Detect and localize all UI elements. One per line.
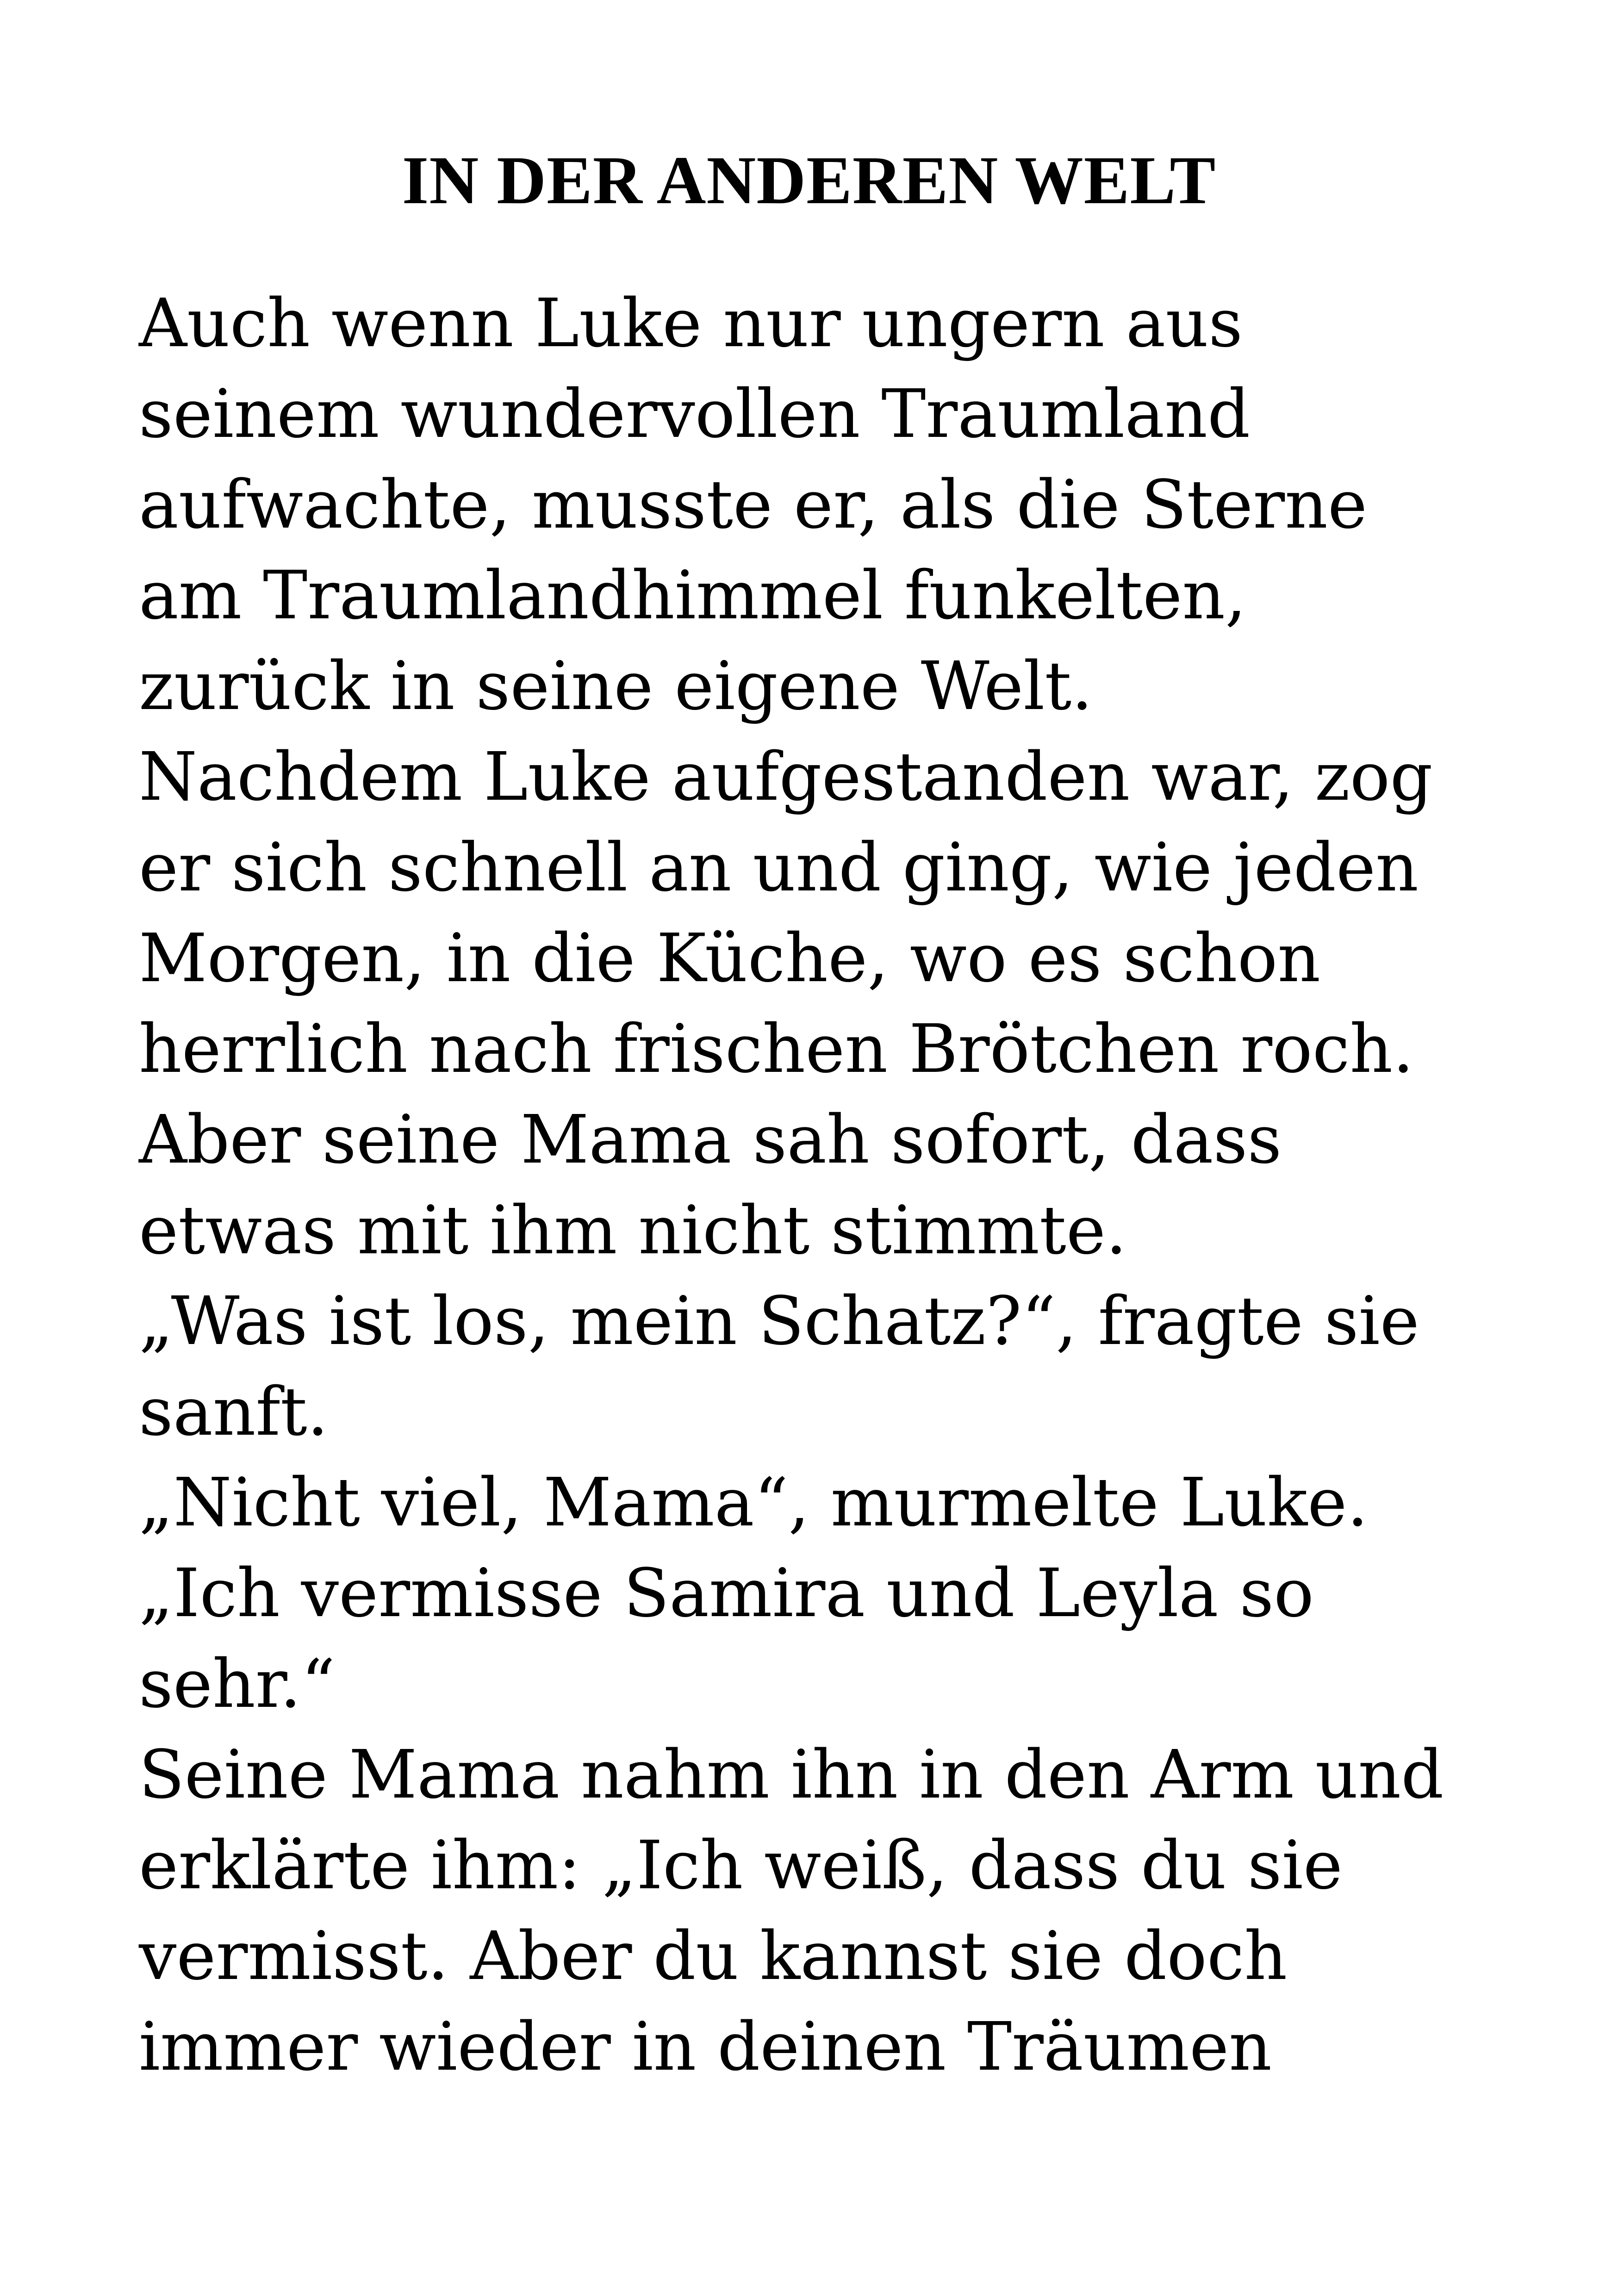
text-line: seinem wundervollen Traumland [139,375,1251,453]
text-line: aufwachte, musste er, als die Sterne [139,466,1368,543]
text-line: Seine Mama nahm ihn in den Arm und [139,1736,1444,1813]
text-line: „Ich vermisse Samira und Leyla so [139,1554,1314,1632]
text-line: herrlich nach frischen Brötchen roch. [139,1010,1414,1088]
story-text [139,278,1574,2092]
text-line: „Nicht viel, Mama“, murmelte Luke. [139,1463,1369,1541]
text-line: vermisst. Aber du kannst sie doch [139,1917,1288,1995]
text-line: er sich schnell an und ging, wie jeden [139,828,1419,906]
text-line: am Traumlandhimmel funkelten, [139,556,1246,634]
text-line: Auch wenn Luke nur ungern aus [139,284,1243,362]
text-line: zurück in seine eigene Welt. [139,647,1093,725]
text-line: etwas mit ihm nicht stimmte. [139,1191,1127,1269]
page-title: IN DER ANDEREN WELT [402,143,1216,218]
text-line: Morgen, in die Küche, wo es schon [139,919,1321,997]
text-line: sanft. [139,1373,329,1450]
text-line: immer wieder in deinen Träumen [139,2008,1272,2085]
text-line: erklärte ihm: „Ich weiß, dass du sie [139,1826,1343,1904]
text-line: Aber seine Mama sah sofort, dass [139,1101,1282,1178]
text-line: „Was ist los, mein Schatz?“, fragte sie [139,1282,1419,1360]
text-line: sehr.“ [139,1645,336,1723]
text-line: Nachdem Luke aufgestanden war, zog [139,738,1433,815]
